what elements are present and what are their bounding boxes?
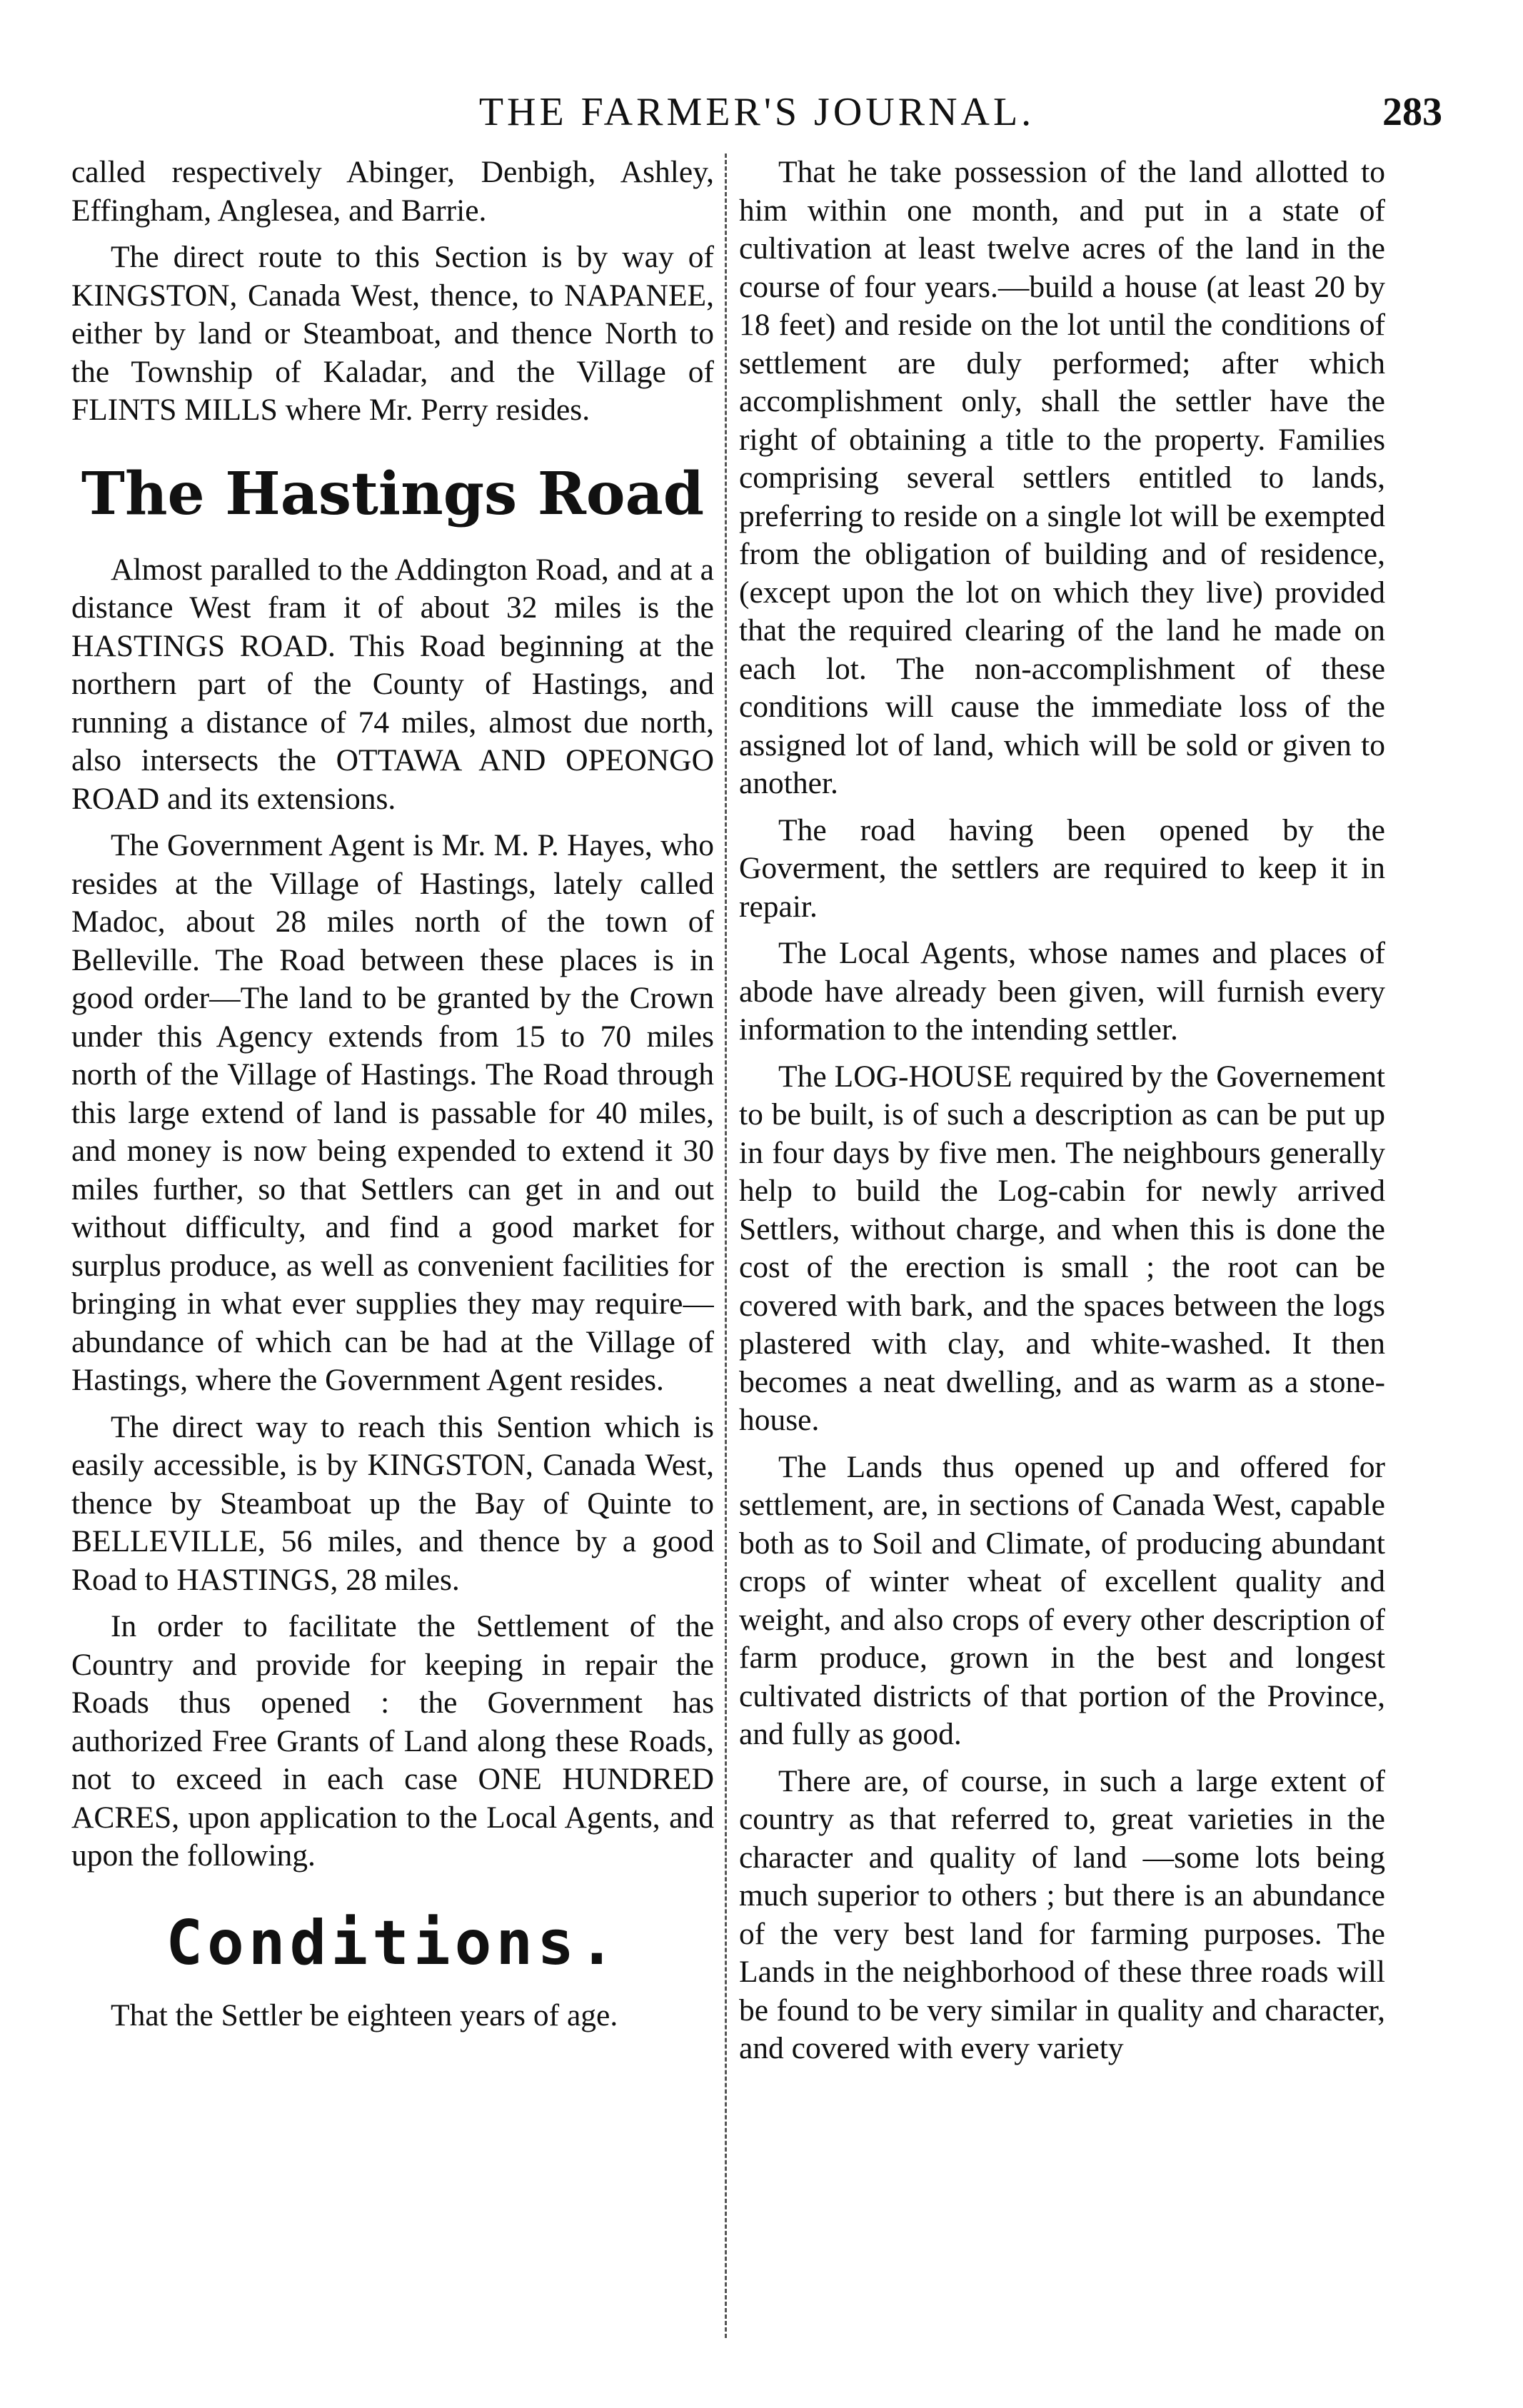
paragraph: That the Settler be eighteen years of age. [111,1998,618,2032]
paragraph: The Lands thus opened up and offered for settlement, are, in sections of Canada West, capable both as to Soil and Climate, of producing abundant crops of winter wheat of excellent quality and weight, and also crops of every other description of farm produce, grown in the best and longest cultivated districts of that portion of the Province, and fully as good. [739,1449,1385,1751]
column-divider [725,153,727,2338]
paragraph: The LOG-HOUSE required by the Governement to be built, is of such a description as can be put up in four days by five men. The neighbours generally help to build the Log-cabin for newly arrived Settlers, without charge, and when this is done the cost of the erection is small ; the root can be covered with bark, and the spaces between the logs plastered with clay, and white-washed. It then becomes a neat dwelling, and as warm as a stone-house. [739,1059,1385,1437]
section-heading-conditions: Conditions. [166,1907,620,1979]
paragraph: That he take possession of the land allotted to him within one month, and put in a state of cultivation at least twelve acres of the land in the course of four years.—build a house (at least 20 by 18 feet) and reside on the lot until the conditions of settlement are duly performed; after which accomplishment only, shall the settler have the right of obtaining a title to the property. Families comprising several settlers entitled to lands, preferring to reside on a single lot will be exempted from the obligation of building and of residence, (except upon the lot on which they live) provided that the required clearing of the land he made on each lot. The non-accomplishment of these conditions will cause the immediate loss of the assigned lot of land, which will be sold or given to another. [739,155,1385,800]
page-number: 283 [1382,90,1442,134]
paragraph: The direct way to reach this Sention which is easily accessible, is by KINGSTON, Canada West, thence by Steamboat up the Bay of Quinte to BELLEVILLE, 56 miles, and thence by a good Road to HASTINGS, 28 miles. [71,1409,714,1597]
section-heading-hastings-road: The Hastings Road [81,459,705,528]
running-head [71,89,1442,146]
journal-title: THE FARMER'S JOURNAL. [478,90,1035,134]
paragraph: The Local Agents, whose names and places of abode have already been given, will furnish every information to the intending settler. [739,936,1385,1047]
paragraph: The Government Agent is Mr. M. P. Hayes, who resides at the Village of Hastings, lately called Madoc, about 28 miles north of the town of Belleville. The Road between these places is in good order—The land to be granted by the Crown under this Agency extends from 15 to 70 miles north of the Village of Hastings. The Road through this large extend of land is passable for 40 miles, and money is now being expended to extend it 30 miles further, so that Settlers can get in and out without difficulty, and find a good market for surplus produce, as well as convenient facilities for bringing in what ever supplies they may require—abundance of which can be had at the Village of Hastings, where the Government Agent resides. [71,828,714,1397]
paragraph: In order to facilitate the Settlement of the Country and provide for keeping in repair the Roads thus opened : the Government has authorized Free Grants of Land along these Roads, not to exceed in each case ONE HUNDRED ACRES, upon application to the Local Agents, and upon the following. [71,1609,714,1873]
paragraph: called respectively Abinger, Denbigh, Ashley, Effingham, Anglesea, and Barrie. [71,155,714,228]
paragraph: The road having been opened by the Goverment, the settlers are required to keep it in repair. [739,812,1385,924]
left-column [71,153,714,2338]
paragraph: There are, of course, in such a large extent of country as that referred to, great varieties in the character and quality of land —some lots being much superior to others ; but there is an abundance of the very best land for farming purposes. The Lands in the neighborhood of these three roads will be found to be very similar in quality and character, and covered with every variety [739,1763,1385,2065]
paragraph: The direct route to this Section is by way of KINGSTON, Canada West, thence, to NAPANEE, either by land or Steamboat, and thence North to the Township of Kaladar, and the Village of FLINTS MILLS where Mr. Perry resides. [71,240,714,427]
paragraph: Almost paralled to the Addington Road, and at a distance West fram it of about 32 miles is the HASTINGS ROAD. This Road beginning at the northern part of the County of Hastings, and running a distance of 74 miles, almost due north, also intersects the OTTAWA AND OPEONGO ROAD and its extensions. [71,552,714,816]
right-column [739,153,1385,2338]
